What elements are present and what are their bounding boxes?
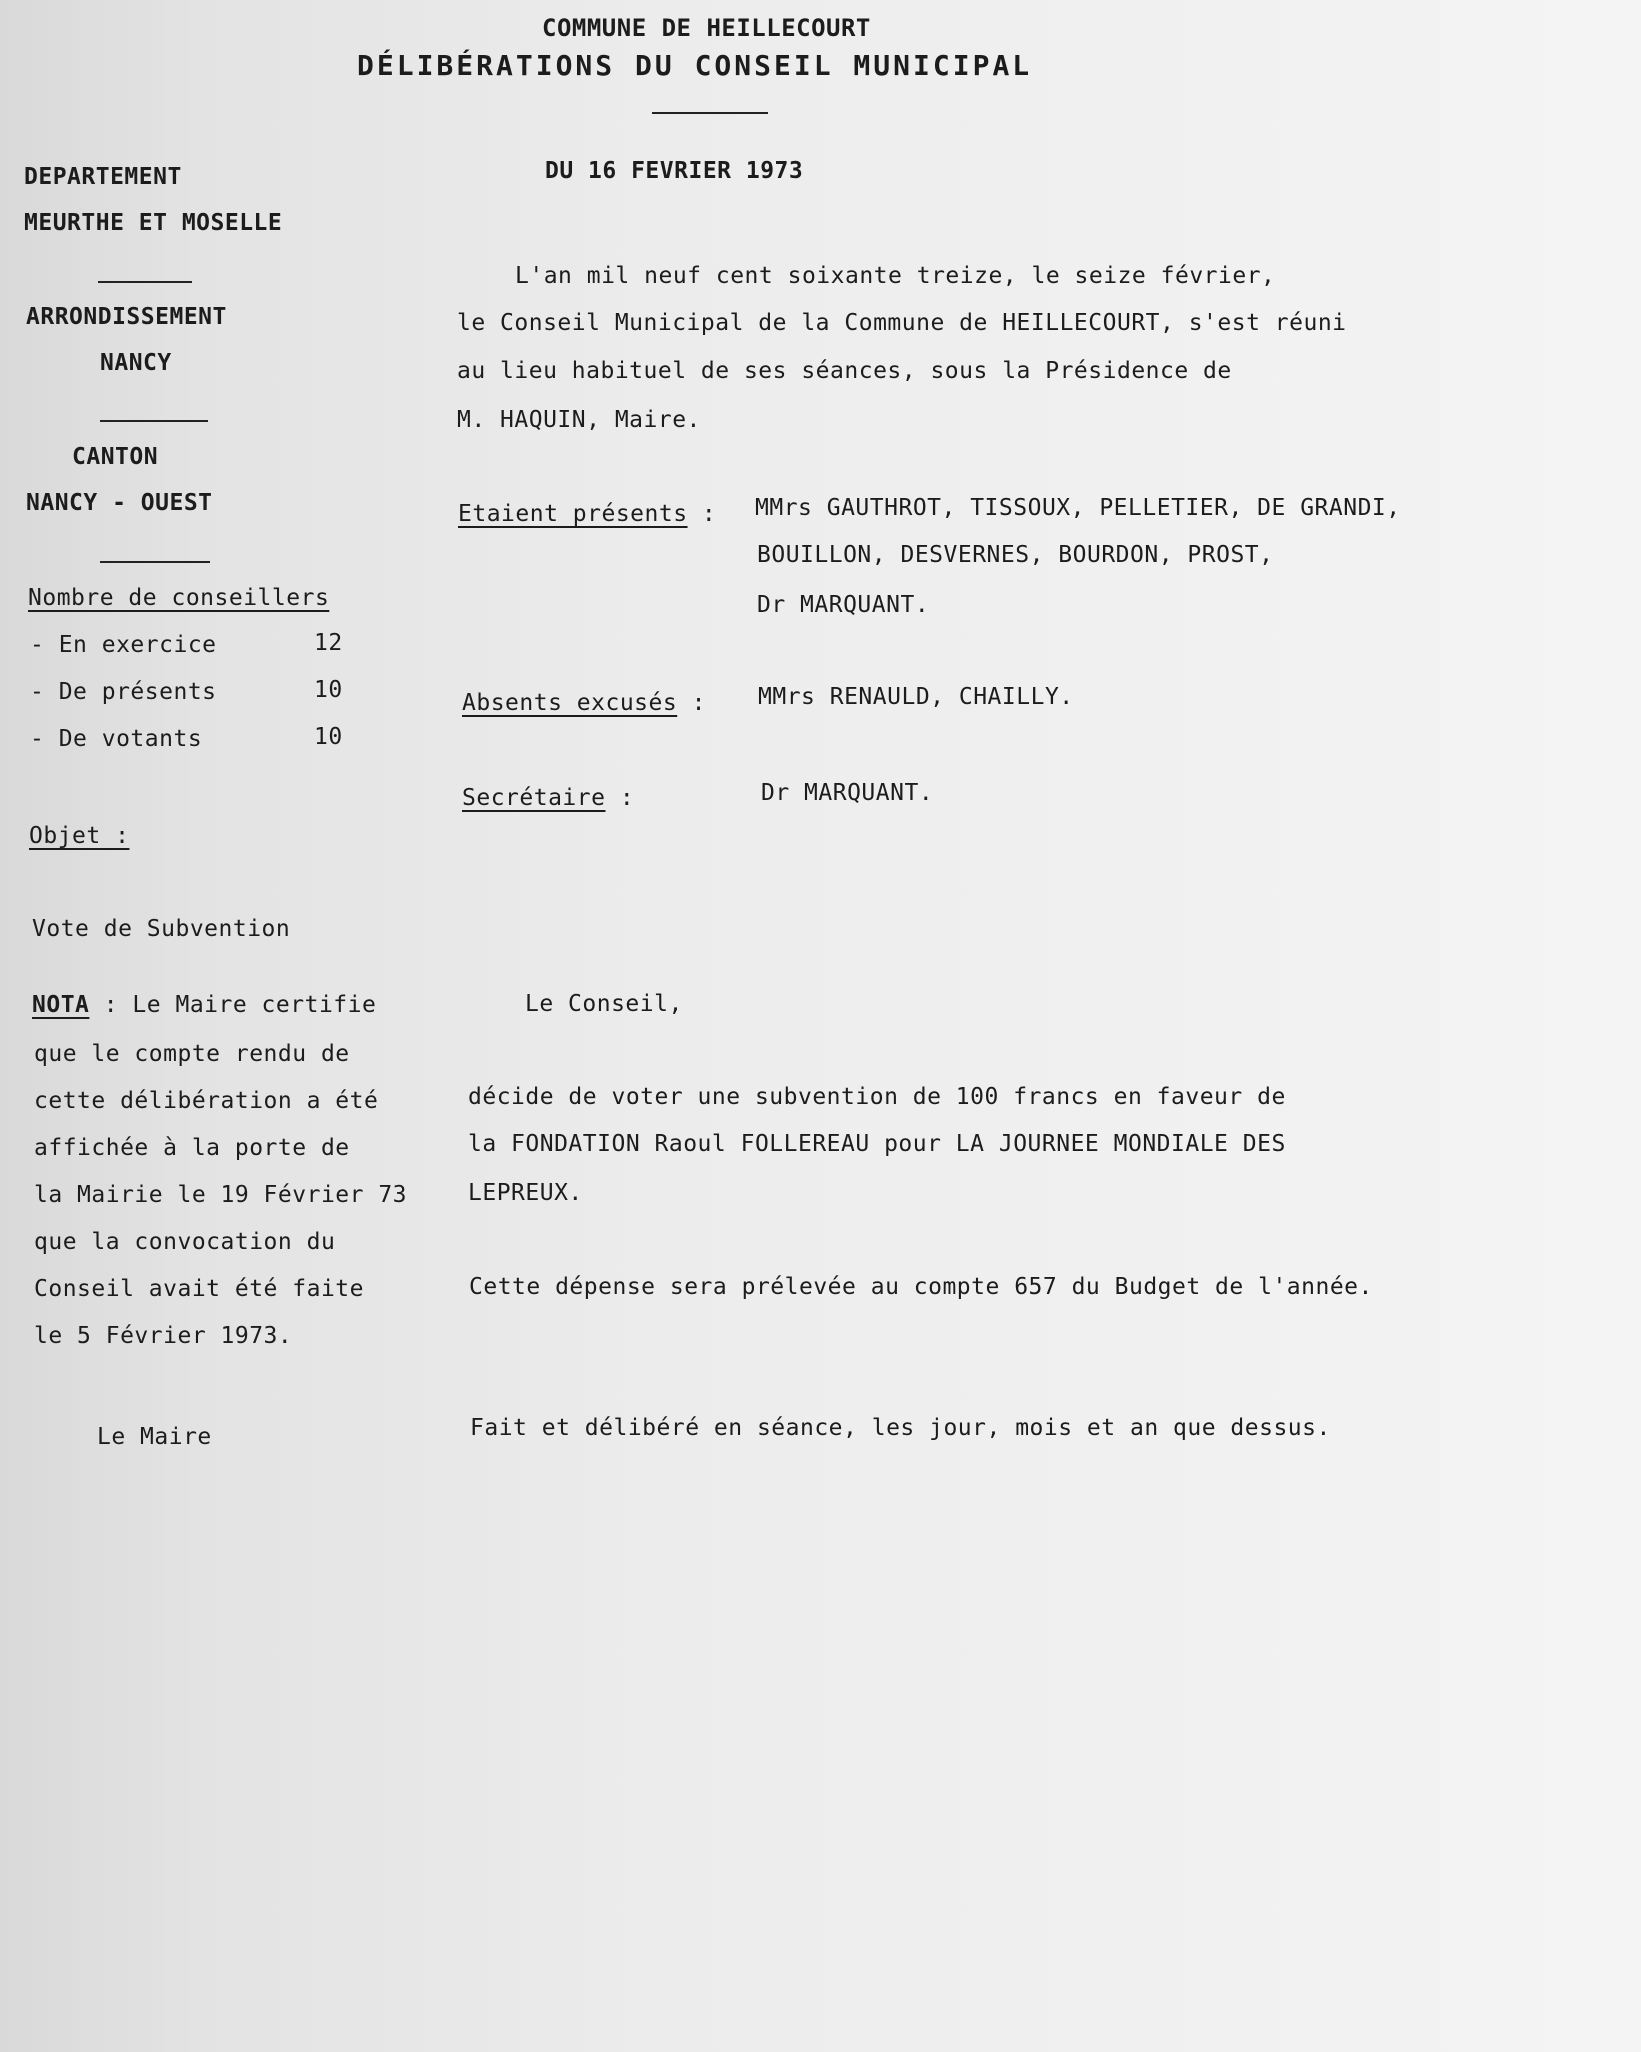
absents-sep: :: [677, 690, 706, 716]
document-title: DÉLIBÉRATIONS DU CONSEIL MUNICIPAL: [357, 49, 1033, 82]
count-label: - De votants: [30, 726, 203, 752]
departement-value: MEURTHE ET MOSELLE: [24, 210, 283, 236]
presents-line: Dr MARQUANT.: [757, 592, 930, 618]
presents-line: MMrs GAUTHROT, TISSOUX, PELLETIER, DE GRANDI,: [755, 495, 1401, 521]
absents-label: Absents excusés: [462, 690, 678, 716]
mayor-signature: Le Maire: [97, 1424, 212, 1450]
objet-label: Objet :: [29, 823, 130, 849]
sidebar-divider: [100, 420, 208, 422]
commune-heading: COMMUNE DE HEILLECOURT: [542, 14, 871, 42]
nota-line: le 5 Février 1973.: [34, 1323, 293, 1349]
intro-line: le Conseil Municipal de la Commune de HEILLECOURT, s'est réuni: [457, 310, 1347, 336]
secretaire-sep: :: [605, 785, 635, 811]
absents-heading: [462, 689, 706, 717]
decision-line: LEPREUX.: [468, 1180, 583, 1206]
conseillers-title: Nombre de conseillers: [28, 585, 330, 611]
presents-label: Etaient présents: [458, 501, 688, 527]
nota-line: [32, 991, 376, 1019]
presents-heading: [458, 500, 716, 528]
secretaire-label: Secrétaire: [462, 785, 606, 811]
nota-line: affichée à la porte de: [34, 1135, 350, 1161]
count-label: - De présents: [30, 679, 217, 705]
nota-line: cette délibération a été: [34, 1088, 379, 1114]
decision-line: décide de voter une subvention de 100 francs en faveur de: [468, 1084, 1286, 1110]
sidebar-divider: [98, 281, 192, 283]
count-value: 10: [314, 677, 343, 703]
nota-line: Conseil avait été faite: [34, 1276, 364, 1302]
objet-value: Vote de Subvention: [32, 916, 291, 942]
secretaire-name: Dr MARQUANT.: [761, 780, 934, 806]
secretaire-heading: [462, 784, 634, 812]
presents-line: BOUILLON, DESVERNES, BOURDON, PROST,: [757, 542, 1274, 568]
absents-names: MMrs RENAULD, CHAILLY.: [758, 684, 1074, 710]
canton-label: CANTON: [72, 444, 159, 470]
nota-line: la Mairie le 19 Février 73: [34, 1182, 408, 1208]
nota-line: que le compte rendu de: [34, 1041, 350, 1067]
count-label: - En exercice: [30, 632, 217, 658]
arrondissement-label: ARRONDISSEMENT: [26, 304, 227, 330]
intro-line: L'an mil neuf cent soixante treize, le seize février,: [515, 263, 1276, 289]
sidebar-divider: [100, 561, 210, 563]
session-date: DU 16 FEVRIER 1973: [545, 158, 804, 184]
nota-line: que la convocation du: [34, 1229, 336, 1255]
nota-label: NOTA: [32, 992, 90, 1018]
arrondissement-value: NANCY: [100, 350, 172, 376]
departement-label: DEPARTEMENT: [24, 164, 182, 190]
conseil-heading: Le Conseil,: [525, 991, 683, 1017]
nota-text: : Le Maire certifie: [89, 992, 377, 1018]
count-value: 12: [314, 630, 343, 656]
depense-text: Cette dépense sera prélevée au compte 657 du Budget de l'année.: [469, 1274, 1373, 1300]
header-divider: [652, 112, 768, 114]
canton-value: NANCY - OUEST: [26, 490, 213, 516]
fait-text: Fait et délibéré en séance, les jour, mois et an que dessus.: [470, 1415, 1331, 1441]
intro-line: M. HAQUIN, Maire.: [457, 407, 701, 433]
count-value: 10: [314, 724, 343, 750]
intro-line: au lieu habituel de ses séances, sous la Présidence de: [457, 358, 1232, 384]
decision-line: la FONDATION Raoul FOLLEREAU pour LA JOURNEE MONDIALE DES: [468, 1131, 1286, 1157]
presents-sep: :: [687, 501, 717, 527]
